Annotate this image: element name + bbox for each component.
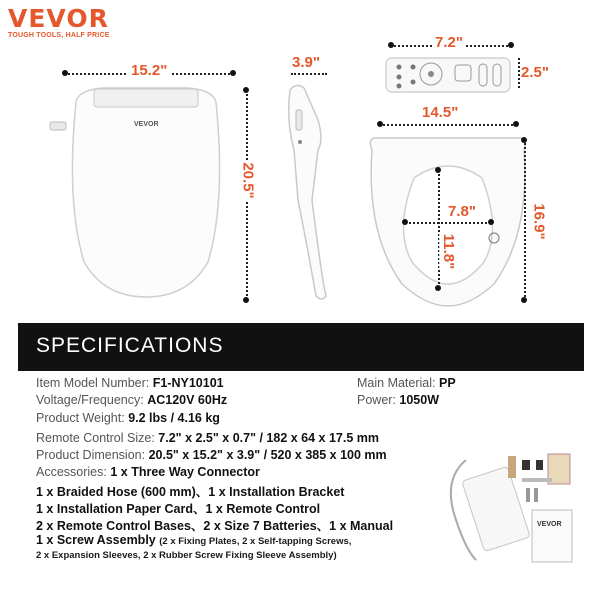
spec-value: 20.5" x 15.2" x 3.9" / 520 x 385 x 100 mm xyxy=(148,448,387,462)
accessory-line-sleeves: 2 x Expansion Sleeves, 2 x Rubber Screw Fixing Sleeve Assembly) xyxy=(36,550,337,561)
dim-dot xyxy=(435,285,441,291)
brand-tagline: TOUGH TOOLS, HALF PRICE xyxy=(8,32,110,39)
dim-dot xyxy=(230,70,236,76)
spec-value: F1-NY10101 xyxy=(152,376,224,390)
spec-label: Product Dimension: xyxy=(36,448,146,462)
seat-depth-line xyxy=(291,73,327,75)
spec-value: 1 x Three Way Connector xyxy=(110,465,260,479)
seat-top-view xyxy=(48,82,238,302)
opening-length-line xyxy=(438,170,440,288)
spec-row-material xyxy=(357,376,456,390)
dim-dot xyxy=(521,137,527,143)
spec-label: Product Weight: xyxy=(36,411,125,425)
spec-row-accessories xyxy=(36,465,260,479)
opening-width-label: 7.8" xyxy=(448,203,476,220)
lid-logo: VEVOR xyxy=(134,121,159,128)
ring-width-label: 14.5" xyxy=(422,104,459,121)
dim-dot xyxy=(243,297,249,303)
opening-length-label: 11.8" xyxy=(440,233,458,270)
ring-height-label: 16.9" xyxy=(530,203,548,240)
spec-row-remote-size xyxy=(36,431,379,445)
spec-value: AC120V 60Hz xyxy=(147,393,228,407)
dim-dot xyxy=(62,70,68,76)
spec-value: 9.2 lbs / 4.16 kg xyxy=(128,411,220,425)
spec-label: Item Model Number: xyxy=(36,376,150,390)
dim-dot xyxy=(508,42,514,48)
brand-logo: VEVOR xyxy=(8,4,109,33)
spec-value: PP xyxy=(438,376,456,390)
spec-row-weight xyxy=(36,411,220,425)
spec-row-power xyxy=(357,393,439,407)
accessory-line: 1 x Installation Paper Card、1 x Remote Control xyxy=(36,502,321,516)
remote-height-label: 2.5" xyxy=(521,64,549,81)
seat-width-label: 15.2" xyxy=(128,62,170,79)
dim-dot xyxy=(521,297,527,303)
remote-width-label: 7.2" xyxy=(432,34,466,51)
accessory-screw-assembly: 1 x Screw Assembly xyxy=(36,533,156,547)
ring-width-line xyxy=(380,124,516,126)
spec-row-dimension xyxy=(36,448,387,462)
dim-dot xyxy=(243,87,249,93)
ring-height-line xyxy=(524,140,526,300)
brand-block xyxy=(8,6,110,39)
seat-height-label: 20.5" xyxy=(239,162,257,199)
accessory-line: 2 x Remote Control Bases、2 x Size 7 Batteries、1 x Manual xyxy=(36,519,394,533)
accessory-line-screws xyxy=(36,533,351,547)
accessories-illustration xyxy=(436,450,596,570)
manual-logo: VEVOR xyxy=(537,521,562,528)
accessory-screw-detail: (2 x Fixing Plates, 2 x Self-tapping Screws, xyxy=(159,536,352,547)
spec-label: Accessories: xyxy=(36,465,107,479)
dim-dot xyxy=(435,167,441,173)
spec-label: Remote Control Size: xyxy=(36,431,155,445)
dim-dot xyxy=(377,121,383,127)
remote-height-line xyxy=(518,58,520,88)
accessory-line: 1 x Braided Hose (600 mm)、1 x Installation Bracket xyxy=(36,485,345,499)
spec-value: 7.2" x 2.5" x 0.7" / 182 x 64 x 17.5 mm xyxy=(158,431,380,445)
spec-label: Power: xyxy=(357,393,396,407)
remote-control xyxy=(383,56,513,96)
seat-side-view xyxy=(282,80,342,305)
spec-row-model xyxy=(36,376,224,390)
opening-width-line xyxy=(405,222,491,224)
spec-label: Voltage/Frequency: xyxy=(36,393,144,407)
spec-value: 1050W xyxy=(399,393,439,407)
dim-dot xyxy=(513,121,519,127)
specifications-title: SPECIFICATIONS xyxy=(36,334,224,357)
spec-label: Main Material: xyxy=(357,376,436,390)
spec-row-voltage xyxy=(36,393,227,407)
seat-depth-label: 3.9" xyxy=(292,54,320,71)
dim-dot xyxy=(402,219,408,225)
dim-dot xyxy=(488,219,494,225)
dim-dot xyxy=(388,42,394,48)
